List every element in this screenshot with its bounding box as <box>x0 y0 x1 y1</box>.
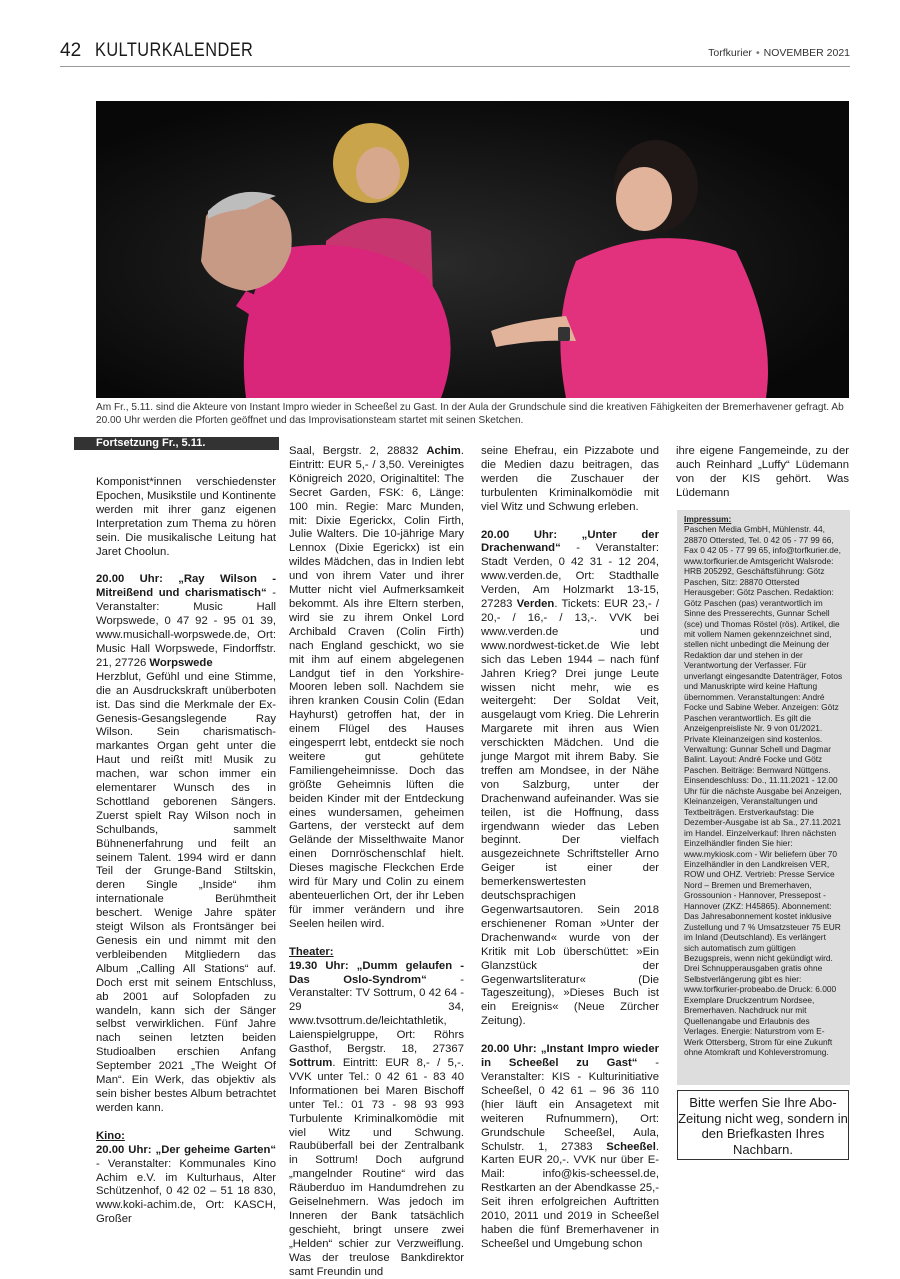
category-heading: Kino: <box>96 1129 125 1142</box>
event-city: Sottrum <box>289 1056 333 1069</box>
event-details: - Veranstalter: Music Hall Worpswede, 0 47 92 - 95 01 39, www.musichall-worpswede.de, Ort: Music Hall Worpswede, Findorffstr. 21, 27726 <box>96 587 276 669</box>
photo-caption: Am Fr., 5.11. sind die Akteure von Instant Impro wieder in Scheeßel zu Gast. In der Aula der Grundschule sind die kreativen Fähigkeiten der Bremerhavener gefragt. Ab 20.00 Uhr werden die Pforten geöffnet und das Improvisationsteam startet mit seinen Sketchen. <box>96 402 844 426</box>
event-city: Verden <box>516 598 555 611</box>
event-description: . Tickets: EUR 23,- / 20,- / 16,- / 13,-. VVK bei www.verden.de und www.nordwest-ticket.de Wie lebt sich das Leben 1944 – nach fünf Jahren Krieg? Drei junge Leute wissen nicht mehr, wie es weitergeht: Der Soldat Veit, ausgelaugt vom Krieg. Die Lehrerin Margarete mit ihren aus Wien verschickten Mädchen. Und die junge Margot mit ihrem Baby. Sie treffen am Mondsee, in der Nähe von Salzburg, unter der Drachenwand aufeinander. Was sie teilen, ist die Hoffnung, dass irgendwann wieder das Leben beginnt. Der vielfach ausgezeichnete Schriftsteller Arno Geiger ist einer der bemerkenswertesten deutschsprachigen Gegenwartsautoren. Sein 2018 erschienener Roman »Unter der Drachenwand« wurde von der Kritik mit Lob überschüttet: »Ein Glanzstück der Gegenwartsliteratur« (Die Tageszeitung), »Dieses Buch ist ein Ereignis« (Neue Zürcher Zeitung). <box>481 598 659 1028</box>
event-entry <box>96 573 276 670</box>
event-entry <box>289 960 464 1279</box>
event-details: Saal, Bergstr. 2, 28832 <box>289 445 427 457</box>
event-heading: 20.00 Uhr: „Unter der Drachenwand“ <box>481 528 659 555</box>
column-4 <box>676 445 849 501</box>
event-details: - Veranstalter: TV Sottrum, 0 42 64 - 29 34, www.tvsottrum.de/leichtathletik, Laienspielgruppe, Ort: Röhrs Gasthof, Bergstr. 18, 27367 <box>289 973 464 1056</box>
impressum-box <box>677 510 850 1085</box>
notice-box: Bitte werfen Sie Ihre Abo-Zeitung nicht weg, sondern in den Briefkasten Ihres Nachbarn. <box>677 1090 849 1160</box>
spacer <box>96 1116 276 1130</box>
column-3 <box>481 445 659 1252</box>
event-city: Worpswede <box>149 656 213 669</box>
page-header <box>60 38 850 67</box>
column-1 <box>96 476 276 1227</box>
page-number: 42 <box>60 40 82 61</box>
continuation-label: Fortsetzung Fr., 5.11. <box>74 437 279 450</box>
event-details: - Veranstalter: KIS - Kulturinitiative Scheeßel, 0 42 61 – 96 36 110 (hier läuft ein Ansagetext mit weiteren Rufnummern), Ort: Grundschule Scheeßel, Aula, Schulstr. 1, 27383 <box>481 1057 660 1153</box>
impressum-title: Impressum: <box>684 514 732 524</box>
column-2 <box>289 445 464 1279</box>
impressum-text: Paschen Media GmbH, Mühlenstr. 44, 28870 Ottersted, Tel. 0 42 05 - 77 99 66, Fax 0 42 05 - 77 99 65, info@torfkurier.de, www.torfkurier.de Amtsgericht Walsrode: HRB 205292, Geschäftsführung: Götz Paschen, Sitz: 28870 Ottersted Herausgeber: Götz Paschen. Redaktion: Götz Paschen (pas) verantwortlich im Sinne des Presserechts, Gunnar Schell (sce) und Thomas Röstel (rös). Artikel, die mit vollem Namen gekennzeichnet sind, stellen nicht unbedingt die Meinung der Redaktion dar und stehen in der Verantwortung der Verfasser. Für unverlangt eingesandte Datenträger, Fotos und Manuskripte wird keine Haftung übernommen. Veranstaltungen: André Focke und Sabine Weber. Anzeigen: Götz Paschen verantwortlich. Es gilt die Anzeigenpreisliste Nr. 9 von 01/2021. Private Kleinanzeigen sind kostenlos. Verwaltung: Gunnar Schell und Dagmar Balint. Layout: André Focke und Götz Paschen. Beiträge: Bernward Nüttgens. Einsendeschluss: Do., 11.11.2021 - 12.00 Uhr für die nächste Ausgabe bei Anzeigen, Kleinanzeigen, Veranstaltungen und Textbeiträgen. Erstverkaufstag: Die Dezember-Ausgabe ist ab Sa., 27.11.2021 im Handel. Einzelverkauf: Ihren nächsten Einzelhändler finden Sie hier: www.mykiosk.com - Wir beliefern über 70 Einzelhändler in den Landkreisen VER, ROW und OHZ. Vertrieb: Presse Service Nord – Bremen und Bremerhaven, Grossounion - Hannover, Pressepost - Hannover (ZKZ: H45865). Abonnement: Das Jahresabonnement kostet inklusive Zustellung und 7 % Umsatzsteuer 75 EUR im Inland (Deutschland). Es verlängert sich automatisch zum gültigen Bezugspreis, wenn nicht gekündigt wird. Drei Schnupperausgaben gratis ohne Selbstverlängerung gibt es hier: www.torfkurier-probeabo.de Druck: 6.000 Exemplare Druckzentrum Nordsee, Bremerhaven. Nachdruck nur mit Quellenangabe und Erlaubnis des Verlages. Energie: Naturstrom vom E-Werk Ottersberg, Strom für eine Zukunft ohne Atomkraft und Kohleverstromung. <box>684 524 843 1058</box>
event-entry <box>481 1043 659 1252</box>
event-heading: 20.00 Uhr: „Ray Wilson - Mitreißend und charismatisch“ <box>96 573 276 600</box>
section-title: KULTURKALENDER <box>95 40 254 61</box>
event-entry <box>481 529 659 1030</box>
spacer <box>289 932 464 946</box>
separator-dot: • <box>755 47 760 59</box>
category-heading: Theater: <box>289 945 334 958</box>
event-description: Herzblut, Gefühl und eine Stimme, die an Ausdruckskraft unüberboten ist. Das sind die Merkmale der Ex-Genesis-Gesangslegende Ray Wilson. Sein charismatisch-markantes Organ geht unter die Haut und reißt mit! Musik zu machen, war schon immer ein elementarer Wunsch des in Schottland geborenen Sängers. Zuerst spielt Ray Wilson noch in Schulbands, sammelt Bühnenerfahrung und feilt an seinem Talent. 1994 wird er dann Teil der Grunge-Band Stiltskin, deren Single „Inside“ ihm internationale Berühmtheit beschert. Wenige Jahre später steigt Wilson als Frontsänger bei Genesis ein und nimmt mit den verbleibenden Mitgliedern das Album „Calling All Stations“ auf. Doch erst mit seinem Entschluss, ab 2001 auf Solopfaden zu wandeln, kann sich der Sänger selbst verwirklichen. Fünf Jahre nach seinen letzten beiden Studioalben erschien Anfang September 2021 „The Weight Of Man“. Ein Werk, das objektiv als sein bisher bestes Album betrachtet werden kann. <box>96 670 276 1114</box>
event-details: - Veranstalter: Stadt Verden, 0 42 31 - 12 204, www.verden.de, Ort: Stadthalle Verden, Am Holzmarkt 13-15, 27283 <box>481 542 659 611</box>
paragraph: Komponist*innen verschiedenster Epochen, Musikstile und Kontinente werden mit ihrer ganz eigenen Interpretation zum Thema zu hören sein. Die musikalische Leitung hat Jaret Choolun. <box>96 476 276 558</box>
event-entry <box>96 1144 276 1227</box>
paragraph: seine Ehefrau, ein Pizzabote und die Medien dazu beitragen, das werden die Zuschauer der turbulenten Kriminalkomödie mit viel Witz und Schwung erleben. <box>481 445 659 513</box>
event-city: Achim <box>426 445 461 457</box>
paragraph: ihre eigene Fangemeinde, zu der auch Reinhard „Luffy“ Lüdemann von der KIS gehört. Was Lüdemann <box>676 445 849 499</box>
event-description <box>289 445 464 932</box>
publication-name: Torfkurier <box>708 47 752 59</box>
event-city: Scheeßel <box>606 1140 656 1153</box>
event-heading: 19.30 Uhr: „Dumm gelaufen - Das Oslo-Syndrom“ <box>289 959 464 986</box>
event-heading: 20.00 Uhr: „Instant Impro wieder in Scheeßel zu Gast“ <box>481 1043 659 1070</box>
spacer <box>481 515 659 529</box>
issue-date: NOVEMBER 2021 <box>763 47 850 59</box>
event-details: - Veranstalter: Kommunales Kino Achim e.V. im Kulturhaus, Alter Schützenhof, 0 42 02 – 51 18 830, www.koki-achim.de, Ort: KASCH, Großer <box>96 1157 276 1226</box>
spacer <box>481 1029 659 1043</box>
masthead <box>708 47 850 59</box>
spacer <box>96 559 276 573</box>
stage-photo <box>96 101 849 398</box>
event-description: . Karten EUR 20,-. VVK nur über E-Mail: info@kis-scheessel.de, Restkarten an der Abendkasse 25,- Seit ihren erfolgreichen Auftritten 2010, 2011 und 2019 in Scheeßel haben die fünf Bremerhavener in Scheeßel und Umgebung schon <box>481 1140 659 1250</box>
event-details: . Eintritt: EUR 5,- / 3,50. Vereinigtes Königreich 2020, Originaltitel: The Secret Garden, FSK: 6, Länge: 100 min. Regie: Marc Munden, mit: Dixie Egerickx, Colin Firth, Julie Walters. Die 10-jährige Mary Lennox (Dixie Egerickx) ist ein wildes Mädchen, das in Indien lebt und von ihrem Vater und ihrer Mutter nicht viel Aufmerksamkeit bekommt. Als ihre Eltern sterben, wird sie zu ihrem Onkel Lord Archibald Craven (Colin Firth) nach England geschickt, wo sie mit ihm auf einem abgelegenen Landgut tief in den Yorkshire-Mooren leben soll. Nachdem sie ihren kranken Cousin Colin (Edan Hayhurst) getroffen hat, der in einem Flügel des Hauses eingesperrt lebt, entdeckt sie noch weitere gut gehütete Familiengeheimnisse. Doch das größte Geheimnis lüften die beiden Kinder mit der Entdeckung eines wundersamen, geheimen Gartens, der versteckt auf dem Gelände der Misselthwaite Manor einen Dornröschenschlaf hielt. Dieses magische Fleckchen Erde wird für Mary und Colin zu einem abenteuerlichen Ort, der ihr Leben für immer verändern und ihre Seelen heilen wird. <box>289 445 464 930</box>
event-heading: 20.00 Uhr: „Der geheime Garten“ <box>96 1143 276 1156</box>
event-description: . Eintritt: EUR 8,- / 5,-. VVK unter Tel.: 0 42 61 - 83 40 Informationen bei Maren Bischoff unter Tel.: 01 73 - 98 93 993 Turbulente Kriminalkomödie mit viel Witz und Schwung. Raubüberfall bei der Zentralbank in Sottrum! Doch aufgrund „mangelnder Routine“ wird das Räuberduo im Handumdrehen zu Geiselnehmern. Was jedoch im Inneren der Bank tatsächlich geschieht, bringt unsere zwei „Helden“ schier zur Verzweiflung. Was der treulose Bankdirektor samt Freundin und <box>289 1056 464 1278</box>
